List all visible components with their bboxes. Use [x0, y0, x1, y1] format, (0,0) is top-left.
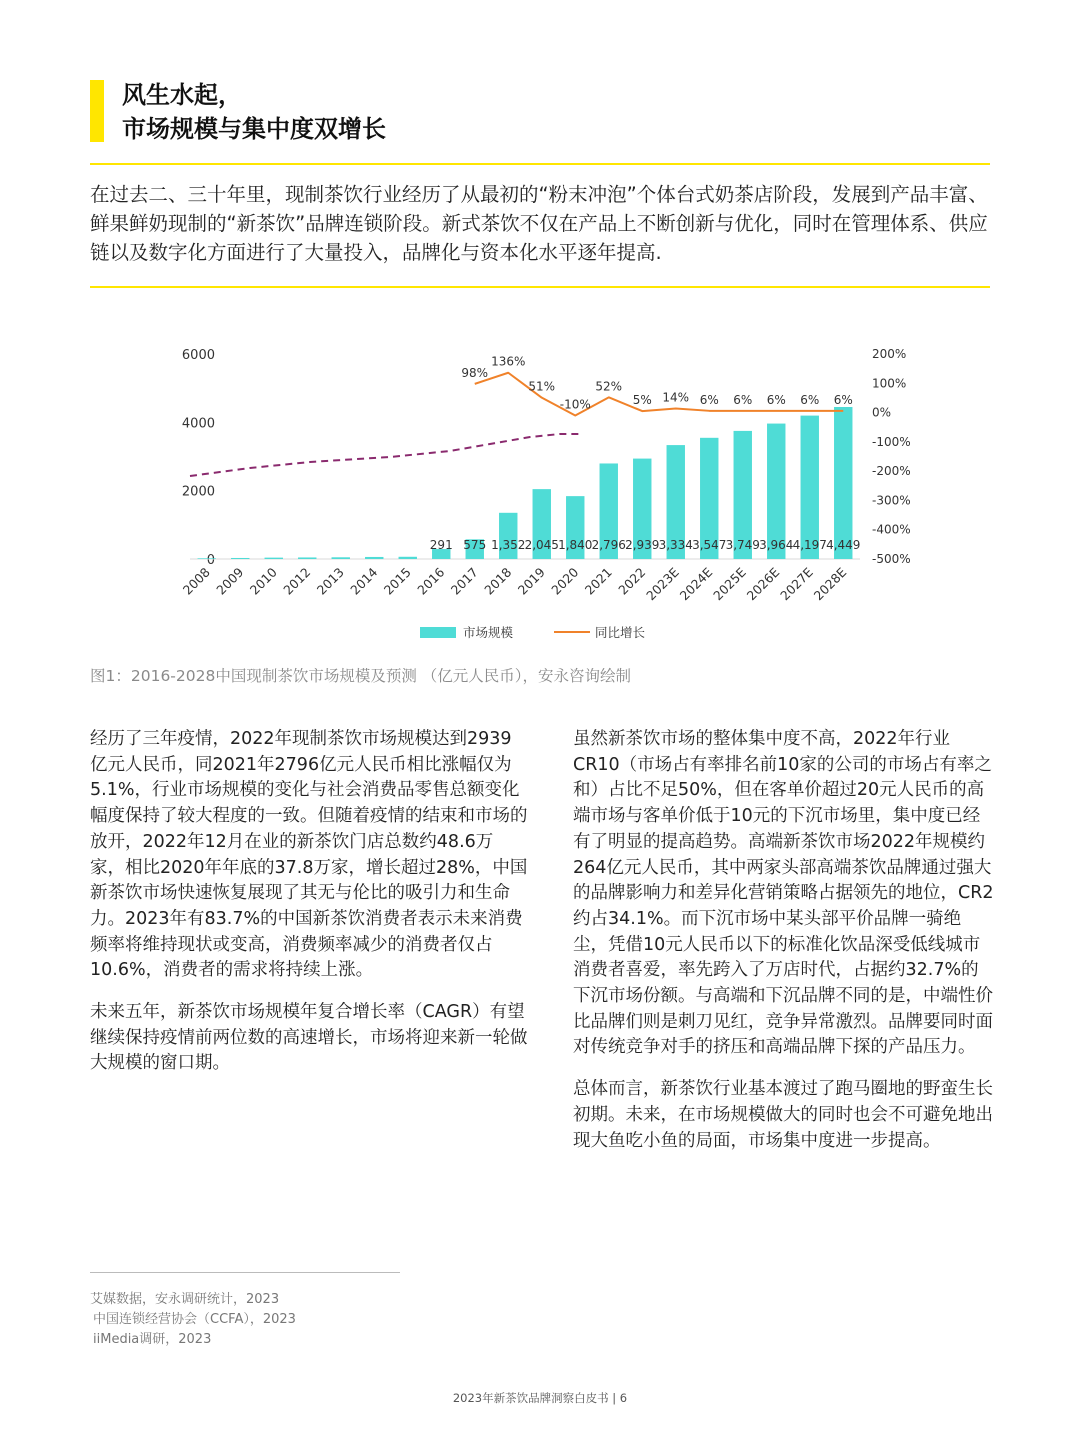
- line-data-label: -10%: [559, 397, 591, 412]
- line-data-label: 51%: [528, 379, 556, 394]
- x-tick-label: 2020: [548, 564, 582, 598]
- divider-intro: [90, 286, 990, 288]
- legend-label-line: 同比增长: [595, 625, 646, 640]
- x-tick-label: 2018: [481, 564, 515, 598]
- x-tick-label: 2015: [380, 564, 414, 598]
- y-right-tick-label: -400%: [872, 522, 911, 537]
- footnote-divider: [90, 1272, 400, 1273]
- y-right-tick-label: 200%: [872, 347, 907, 361]
- x-tick-label: 2009: [213, 564, 247, 598]
- y-left-tick-label: 4000: [181, 416, 215, 432]
- y-left-tick-label: 2000: [181, 484, 215, 500]
- figure-caption: 图1：2016-2028中国现制茶饮市场规模及预测 （亿元人民币），安永咨询绘制: [90, 667, 632, 685]
- bar-market-size: [265, 558, 283, 559]
- right-paragraph-2: 总体而言，新茶饮行业基本渡过了跑马圈地的野蛮生长初期。未来，在市场规模做大的同时也会不可避免地出现大鱼吃小鱼的局面，市场集中度进一步提高。: [573, 1079, 993, 1151]
- legend-label-bar: 市场规模: [463, 625, 514, 640]
- y-right-tick-label: -100%: [872, 434, 911, 449]
- bar-market-size: [231, 558, 249, 559]
- bar-data-label: 4,449: [826, 538, 861, 552]
- x-tick-label: 2010: [246, 564, 280, 598]
- bar-market-size: [399, 557, 417, 559]
- bar-data-label: 2,939: [625, 538, 660, 552]
- title-line-2: 市场规模与集中度双增长: [122, 115, 386, 143]
- legend-swatch-bar: [420, 627, 456, 638]
- bar-data-label: 575: [463, 538, 487, 552]
- intro-paragraph: 在过去二、三十年里，现制茶饮行业经历了从最初的“粉末冲泡”个体台式奶茶店阶段，发展到产品丰富、鲜果鲜奶现制的“新茶饮”品牌连锁阶段。新式茶饮不仅在产品上不断创新与优化，同时在管理体系、供应链以及数字化方面进行了大量投入，品牌化与资本化水平逐年提高.: [90, 183, 988, 264]
- footnote-3: iiMedia调研，2023: [93, 1332, 212, 1347]
- y-left-tick-label: 6000: [181, 348, 215, 363]
- bar-market-size: [298, 557, 316, 559]
- footnote-2: 中国连锁经营协会（CCFA），2023: [93, 1312, 296, 1327]
- page-footer: 2023年新茶饮品牌洞察白皮书 | 6: [452, 1391, 628, 1405]
- divider-top: [90, 163, 990, 165]
- title-line-1: 风生水起，: [122, 81, 242, 109]
- title-accent-bar: [90, 80, 104, 142]
- bar-data-label: 1,352: [491, 538, 526, 552]
- bar-data-label: 2,045: [524, 538, 559, 552]
- bar-data-label: 3,964: [759, 538, 794, 552]
- line-data-label: 6%: [833, 392, 853, 407]
- footnote-1: 艾媒数据，安永调研统计，2023: [90, 1292, 280, 1307]
- line-data-label: 5%: [632, 393, 652, 408]
- left-column: [90, 727, 528, 1093]
- y-left-tick-label: 0: [206, 553, 215, 568]
- x-tick-label: 2024E: [676, 564, 716, 604]
- bar-market-size: [332, 557, 350, 559]
- y-right-tick-label: -500%: [872, 552, 911, 566]
- bar-market-size: [499, 513, 517, 559]
- x-tick-label: 2012: [280, 564, 314, 598]
- line-data-label: 6%: [800, 392, 820, 407]
- left-paragraph-1: 经历了三年疫情，2022年现制茶饮市场规模达到2939亿元人民币，同2021年2796亿元人民币相比涨幅仅为5.1%，行业市场规模的变化与社会消费品零售总额变化幅度保持了较大程度的一致。但随着疫情的结束和市场的放开，2022年12月在业的新茶饮门店总数约48.6万家，相比2020年年底的37.8万家，增长超过28%，中国新茶饮市场快速恢复展现了其无与伦比的吸引力和生命力。2023年有83.7%的中国新茶饮消费者表示未来消费频率将维持现状或变高，消费频率减少的消费者仅占10.6%，消费者的需求将持续上涨。: [90, 729, 528, 981]
- x-tick-label: 2022: [615, 564, 649, 598]
- x-tick-label: 2027E: [777, 564, 816, 604]
- bar-market-size: [365, 557, 383, 559]
- y-right-tick-label: 100%: [872, 376, 907, 391]
- chart-svg: [90, 330, 990, 650]
- x-tick-label: 2017: [447, 564, 481, 598]
- bar-market-size: [834, 407, 852, 559]
- line-data-label: 6%: [766, 392, 786, 407]
- x-tick-label: 2028E: [810, 564, 850, 604]
- x-tick-label: 2016: [414, 564, 448, 598]
- y-right-tick-label: 0%: [872, 405, 892, 420]
- bar-data-label: 291: [429, 538, 453, 552]
- dashed-trend-line: [190, 434, 580, 476]
- bar-market-size: [198, 558, 216, 559]
- right-paragraph-1: 虽然新茶饮市场的整体集中度不高，2022年行业CR10（市场占有率排名前10家的公司的市场占有率之和）占比不足50%，但在客单价超过20元人民币的高端市场与客单价低于10元的下沉市场里，集中度已经有了明显的提高趋势。高端新茶饮市场2022年规模约264亿元人民币，其中两家头部高端茶饮品牌通过强大的品牌影响力和差异化营销策略占据领先的地位，CR2约占34.1%。而下沉市场中某头部平价品牌一骑绝尘，凭借10元人民币以下的标准化饮品深受低线城市消费者喜爱，率先跨入了万店时代，占据约32.7%的下沉市场份额。与高端和下沉品牌不同的是，中端性价比品牌们则是刺刀见红，竞争异常激烈。品牌要同时面对传统竞争对手的挤压和高端品牌下探的产品压力。: [573, 729, 994, 1058]
- line-data-label: 98%: [461, 365, 489, 380]
- bar-data-label: 3,749: [725, 538, 760, 552]
- line-data-label: 52%: [595, 379, 623, 394]
- y-right-tick-label: -300%: [872, 493, 911, 508]
- line-data-label: 136%: [491, 354, 526, 369]
- x-tick-label: 2014: [347, 564, 381, 598]
- x-tick-label: 2021: [581, 564, 615, 598]
- x-tick-label: 2019: [514, 564, 548, 598]
- page-title: [122, 78, 386, 146]
- line-data-label: 6%: [733, 392, 753, 407]
- line-data-label: 6%: [699, 392, 719, 407]
- right-column: [573, 727, 995, 1170]
- x-tick-label: 2026E: [743, 564, 783, 604]
- x-tick-label: 2008: [179, 564, 213, 598]
- bar-data-label: 3,547: [692, 538, 727, 552]
- bar-data-label: 1,840: [558, 538, 593, 552]
- left-paragraph-2: 未来五年，新茶饮市场规模年复合增长率（CAGR）有望继续保持疫情前两位数的高速增长，市场将迎来新一轮做大规模的窗口期。: [90, 1002, 528, 1074]
- x-tick-label: 2025E: [710, 564, 749, 604]
- market-size-chart: [90, 330, 990, 650]
- line-data-label: 14%: [662, 390, 690, 405]
- bar-data-label: 3,334: [658, 538, 693, 552]
- bar-data-label: 4,197: [792, 538, 827, 552]
- x-tick-label: 2023E: [643, 564, 682, 604]
- bar-data-label: 2,796: [591, 538, 626, 552]
- y-right-tick-label: -200%: [872, 464, 911, 479]
- footnotes: [90, 1290, 296, 1350]
- x-tick-label: 2013: [313, 564, 347, 598]
